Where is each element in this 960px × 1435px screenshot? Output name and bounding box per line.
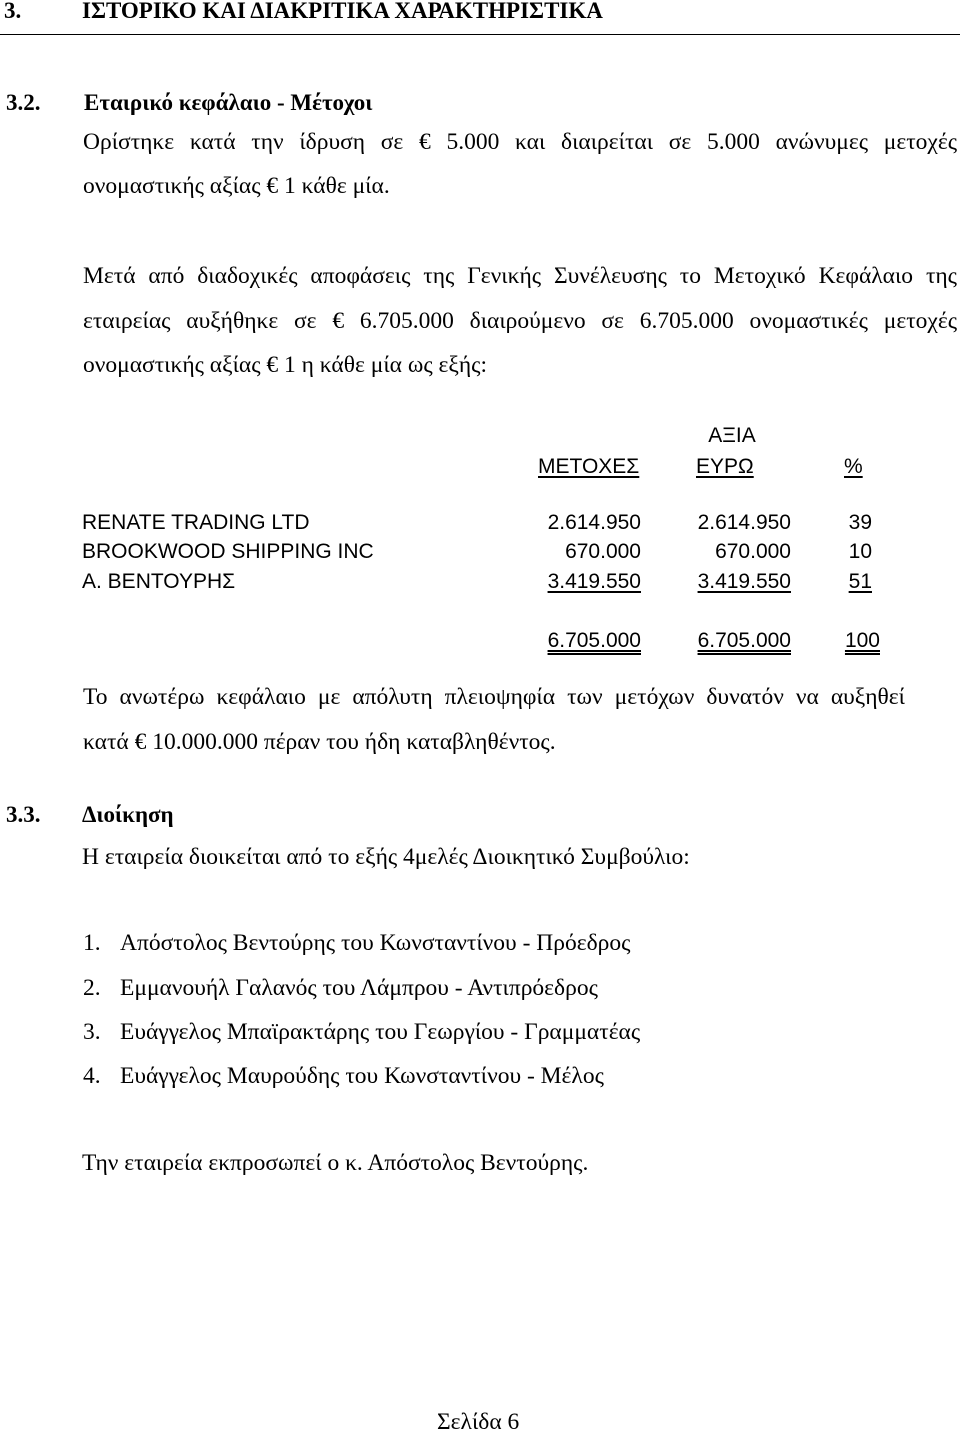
shareholder-name: Α. ΒΕΝΤΟΥΡΗΣ [82,570,236,593]
board-intro: Η εταιρεία διοικείται από το εξής 4μελές Διοικητικό Συμβούλιο: [82,844,690,870]
total-value: 6.705.000 [697,629,791,652]
paragraph-1-line-2: ονομαστικής αξίας € 1 κάθε μία. [83,173,390,199]
shareholder-name: BROOKWOOD SHIPPING INC [82,540,374,563]
list-item-number: 4. [83,1063,101,1089]
value-cell: 670.000 [715,540,791,563]
col-header-percent: % [844,455,863,478]
shares-cell: 3.419.550 [547,570,641,593]
header-divider [0,34,960,35]
paragraph-2-line-2: εταιρείας αυξήθηκε σε € 6.705.000 διαιρούμενο σε 6.705.000 ονομαστικές μετοχές [83,308,957,334]
paragraph-1-line-1: Ορίστηκε κατά την ίδρυση σε € 5.000 και διαιρείται σε 5.000 ανώνυμες μετοχές [83,129,957,155]
list-item-number: 2. [83,975,101,1001]
list-item-text: Ευάγγελος Μπαϊρακτάρης του Γεωργίου - Γραμματέας [120,1019,641,1045]
percent-cell: 51 [848,570,872,593]
shareholder-name: RENATE TRADING LTD [82,511,310,534]
list-item-text: Απόστολος Βεντούρης του Κωνσταντίνου - Πρόεδρος [120,930,631,956]
percent-cell: 10 [848,540,872,563]
paragraph-3-line-2: κατά € 10.000.000 πέραν του ήδη καταβληθέντος. [83,729,556,755]
list-item-number: 3. [83,1019,101,1045]
value-cell: 3.419.550 [697,570,791,593]
col-header-value: ΕΥΡΩ [696,455,754,478]
paragraph-2-line-3: ονομαστικής αξίας € 1 η κάθε μία ως εξής: [83,352,487,378]
shares-cell: 2.614.950 [547,511,641,534]
section-3-3-title: Διοίκηση [82,802,174,827]
header-section-number: 3. [4,0,22,23]
total-shares: 6.705.000 [547,629,641,652]
percent-cell: 39 [848,511,872,534]
section-3-2-title: Εταιρικό κεφάλαιο - Μέτοχοι [84,90,373,115]
paragraph-2-line-1: Μετά από διαδοχικές αποφάσεις της Γενικής Συνέλευσης το Μετοχικό Κεφάλαιο της [83,263,957,289]
total-percent: 100 [844,629,880,652]
value-cell: 2.614.950 [697,511,791,534]
header-section-title: ΙΣΤΟΡΙΚΟ ΚΑΙ ΔΙΑΚΡΙΤΙΚΑ ΧΑΡΑΚΤΗΡΙΣΤΙΚΑ [82,0,603,23]
col-header-value-top: ΑΞΙΑ [708,424,756,447]
representation-statement: Την εταιρεία εκπροσωπεί ο κ. Απόστολος Βεντούρης. [82,1150,589,1176]
section-3-2-number: 3.2. [6,90,41,115]
page-number: Σελίδα 6 [437,1409,520,1435]
list-item-text: Εμμανουήλ Γαλανός του Λάμπρου - Αντιπρόεδρος [120,975,598,1001]
paragraph-3-line-1: Το ανωτέρω κεφάλαιο με απόλυτη πλειοψηφία των μετόχων δυνατόν να αυξηθεί [83,684,905,710]
list-item-text: Ευάγγελος Μαυρούδης του Κωνσταντίνου - Μέλος [120,1063,604,1089]
section-3-3-number: 3.3. [6,802,41,827]
list-item-number: 1. [83,930,101,956]
shares-cell: 670.000 [565,540,641,563]
col-header-shares: ΜΕΤΟΧΕΣ [538,455,640,478]
